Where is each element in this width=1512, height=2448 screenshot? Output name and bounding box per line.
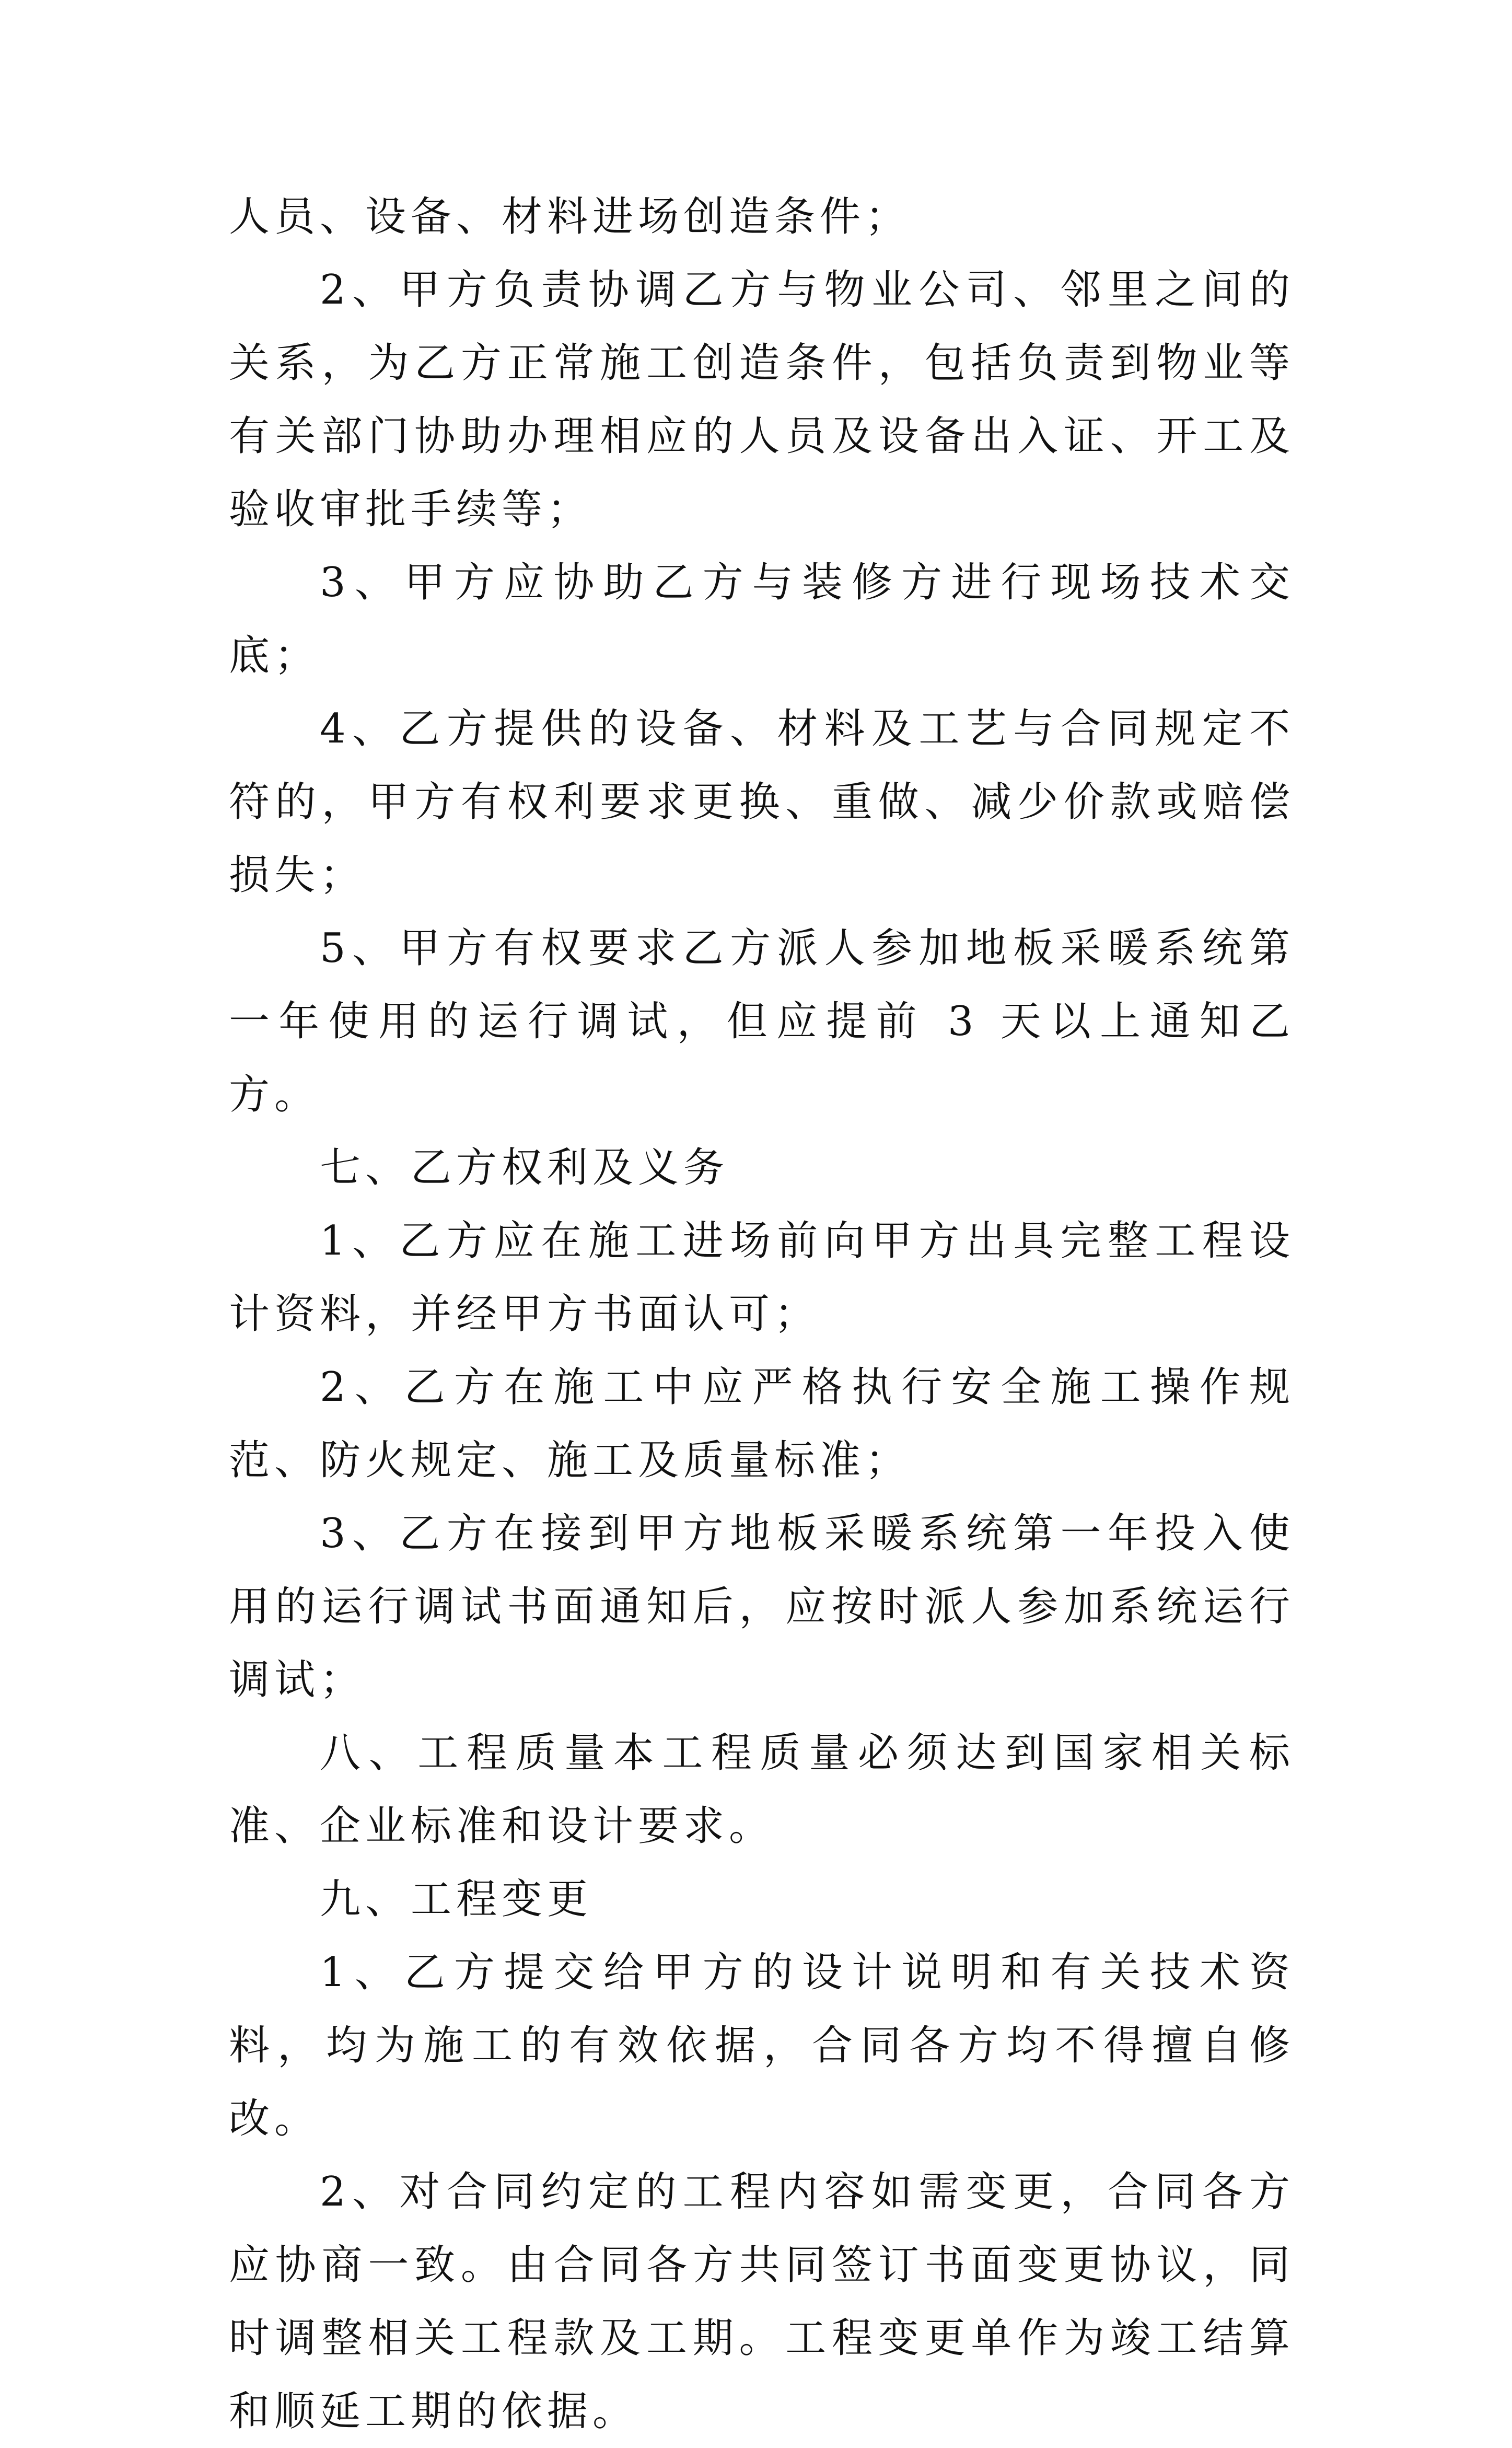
paragraph-clause-9-1: 1、乙方提交给甲方的设计说明和有关技术资料，均为施工的有效依据，合同各方均不得擅自修改。 xyxy=(229,1949,1295,2142)
paragraph-clause-6-3: 3、甲方应协助乙方与装修方进行现场技术交底； xyxy=(229,559,1295,679)
section-heading-7: 七、乙方权利及义务 xyxy=(320,1144,729,1191)
paragraph-clause-6-4: 4、乙方提供的设备、材料及工艺与合同规定不符的，甲方有权利要求更换、重做、减少价款或赔偿损失； xyxy=(229,705,1295,899)
paragraph-clause-7-3: 3、乙方在接到甲方地板采暖系统第一年投入使用的运行调试书面通知后，应按时派人参加系统运行调试； xyxy=(229,1510,1295,1703)
paragraph-clause-7-2: 2、乙方在施工中应严格执行安全施工操作规范、防火规定、施工及质量标准； xyxy=(229,1364,1295,1484)
paragraph-clause-9-2: 2、对合同约定的工程内容如需变更，合同各方应协商一致。由合同各方共同签订书面变更协议，同时调整相关工程款及工期。工程变更单作为竣工结算和顺延工期的依据。 xyxy=(229,2168,1295,2435)
section-heading-9: 九、工程变更 xyxy=(320,1876,593,1923)
paragraph-clause-6-5: 5、甲方有权要求乙方派人参加地板采暖系统第一年使用的运行调试，但应提前 3 天以上通知乙方。 xyxy=(229,925,1295,1118)
section-heading-8: 八、工程质量本工程质量必须达到国家相关标准、企业标准和设计要求。 xyxy=(229,1730,1295,1850)
paragraph-continuation: 人员、设备、材料进场创造条件； xyxy=(229,193,911,240)
paragraph-clause-7-1: 1、乙方应在施工进场前向甲方出具完整工程设计资料，并经甲方书面认可； xyxy=(229,1217,1295,1338)
document-body xyxy=(229,180,1295,2448)
paragraph-clause-6-2: 2、甲方负责协调乙方与物业公司、邻里之间的关系，为乙方正常施工创造条件，包括负责到物业等有关部门协助办理相应的人员及设备出入证、开工及验收审批手续等； xyxy=(229,266,1295,533)
